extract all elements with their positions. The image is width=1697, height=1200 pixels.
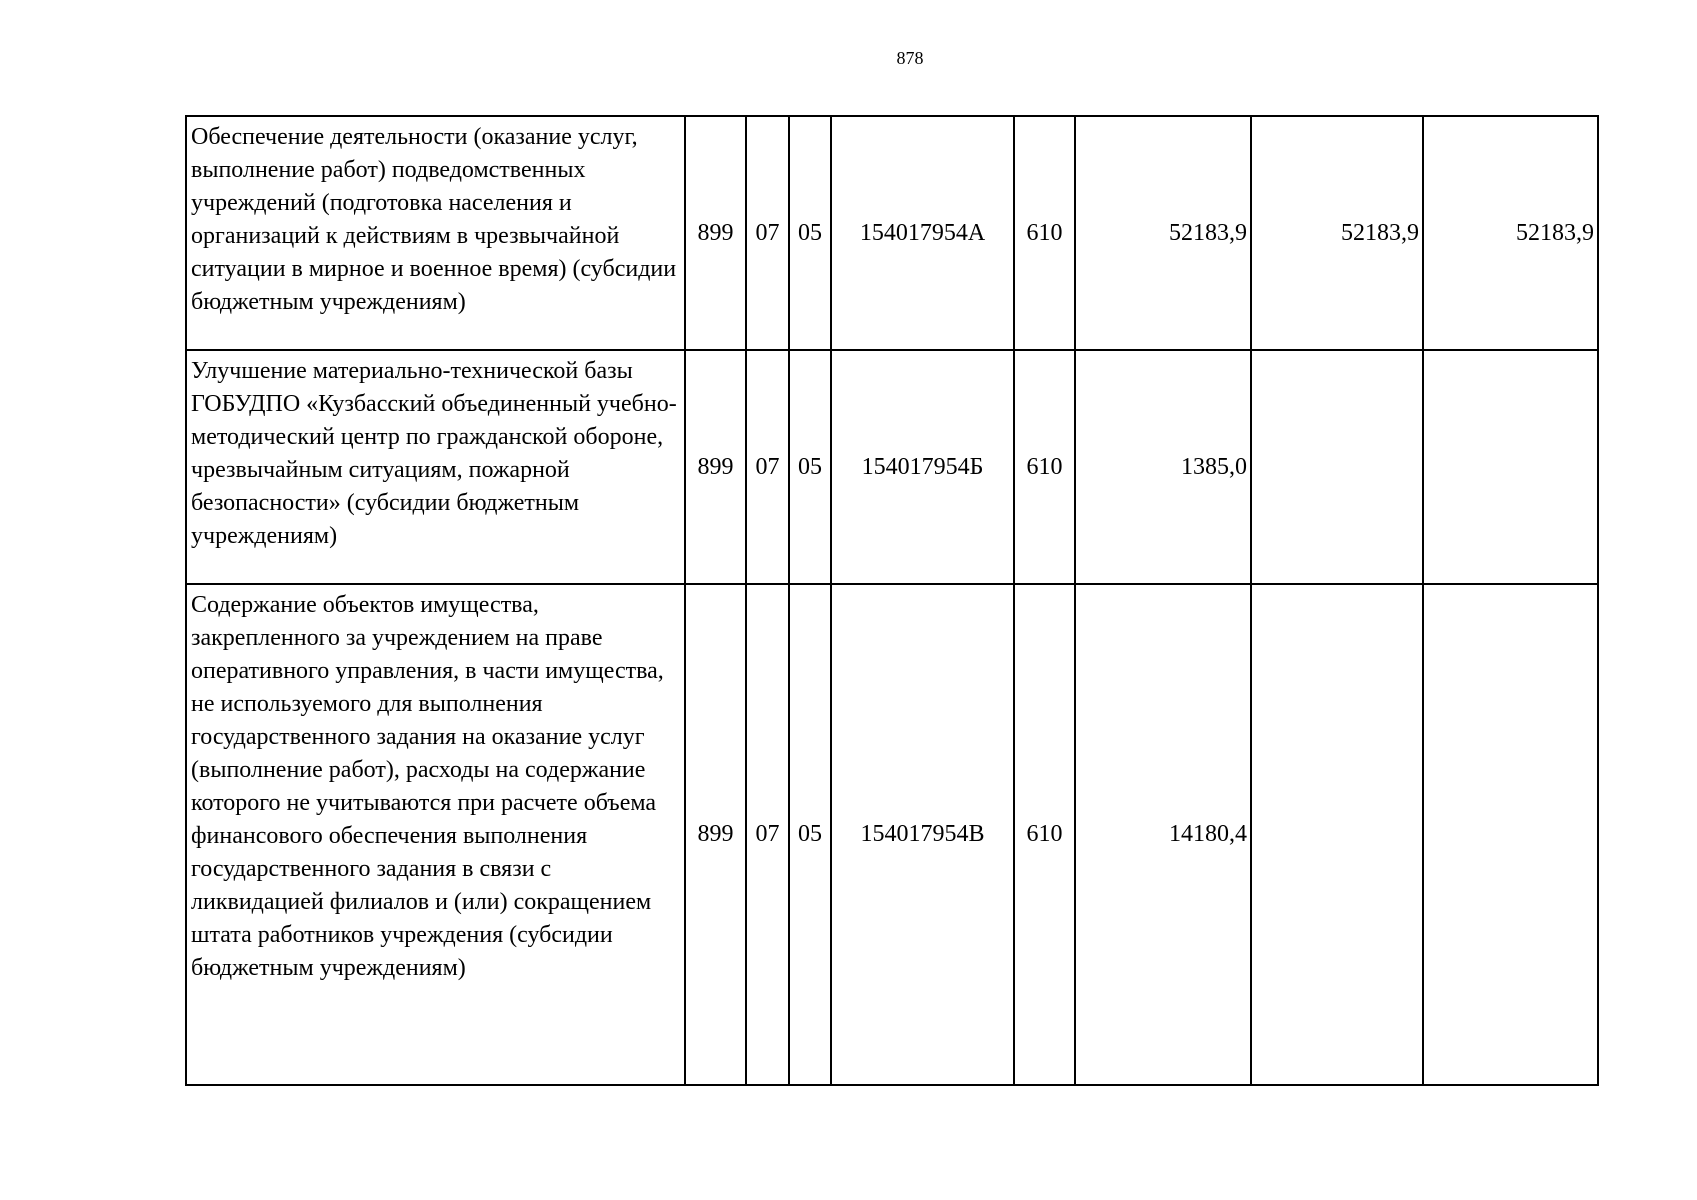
amount-year-1: 14180,4 <box>1075 584 1251 1085</box>
expense-type-code: 610 <box>1014 116 1075 350</box>
ministry-code: 899 <box>685 584 746 1085</box>
amount-year-2 <box>1251 350 1423 584</box>
row-description: Обеспечение деятельности (оказание услуг, выполнение работ) подведомственных учреждений (подготовка населения и организаций к действиям в чрезвычайной ситуации в мирное и военное время) (субсидии бюджетным учреждениям) <box>186 116 685 350</box>
amount-year-2: 52183,9 <box>1251 116 1423 350</box>
target-article-code: 154017954В <box>831 584 1014 1085</box>
row-description: Улучшение материально-технической базы ГОБУДПО «Кузбасский объединенный учебно-методический центр по гражданской обороне, чрезвычайным ситуациям, пожарной безопасности» (субсидии бюджетным учреждениям) <box>186 350 685 584</box>
table-row <box>186 116 1598 350</box>
budget-table <box>185 115 1599 1086</box>
amount-year-1: 52183,9 <box>1075 116 1251 350</box>
target-article-code: 154017954Б <box>831 350 1014 584</box>
row-description: Содержание объектов имущества, закрепленного за учреждением на праве оперативного управления, в части имущества, не используемого для выполнения государственного задания на оказание услуг (выполнение работ), расходы на содержание которого не учитываются при расчете объема финансового обеспечения выполнения государственного задания в связи с ликвидацией филиалов и (или) сокращением штата работников учреждения (субсидии бюджетным учреждениям) <box>186 584 685 1085</box>
amount-year-3 <box>1423 350 1598 584</box>
page-number: 878 <box>896 48 924 68</box>
section-code: 07 <box>746 584 789 1085</box>
subsection-code: 05 <box>789 116 831 350</box>
expense-type-code: 610 <box>1014 584 1075 1085</box>
ministry-code: 899 <box>685 350 746 584</box>
table-row <box>186 584 1598 1085</box>
amount-year-3 <box>1423 584 1598 1085</box>
expense-type-code: 610 <box>1014 350 1075 584</box>
section-code: 07 <box>746 116 789 350</box>
amount-year-1: 1385,0 <box>1075 350 1251 584</box>
target-article-code: 154017954А <box>831 116 1014 350</box>
amount-year-3: 52183,9 <box>1423 116 1598 350</box>
amount-year-2 <box>1251 584 1423 1085</box>
ministry-code: 899 <box>685 116 746 350</box>
subsection-code: 05 <box>789 350 831 584</box>
table-row <box>186 350 1598 584</box>
section-code: 07 <box>746 350 789 584</box>
subsection-code: 05 <box>789 584 831 1085</box>
